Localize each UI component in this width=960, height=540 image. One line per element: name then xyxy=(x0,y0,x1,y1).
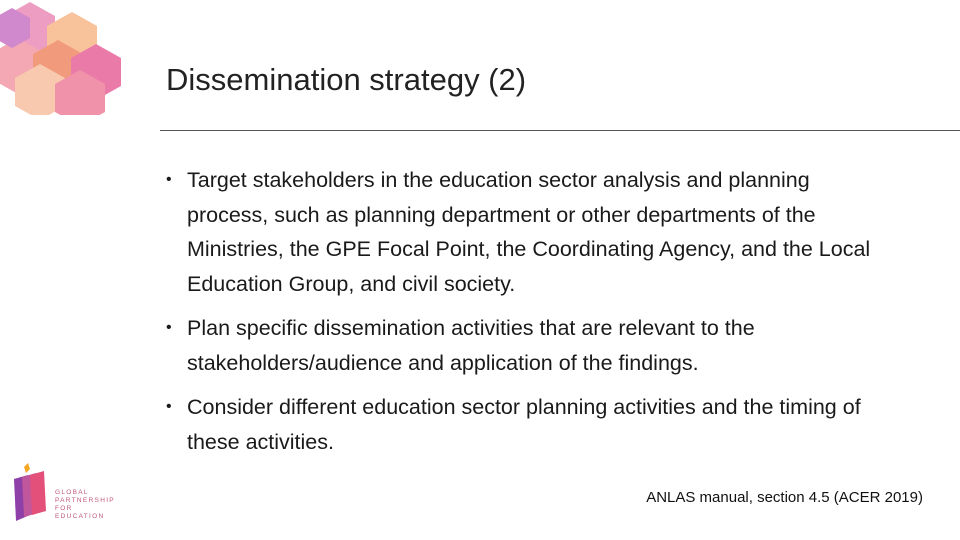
citation: ANLAS manual, section 4.5 (ACER 2019) xyxy=(646,489,923,506)
bullet-item xyxy=(166,390,886,459)
bullet-item xyxy=(166,311,886,380)
gpe-logo-icon xyxy=(10,463,52,523)
hexagon-cluster-icon xyxy=(0,0,130,115)
bullet-marker: • xyxy=(166,319,172,336)
bullet-text: Plan specific dissemination activities that are relevant to the stakeholders/audience and application of the findings. xyxy=(187,316,755,375)
bullet-list xyxy=(166,163,886,469)
gpe-logo-line: FOR EDUCATION xyxy=(55,505,105,520)
bullet-marker: • xyxy=(166,171,172,188)
slide-title: Dissemination strategy (2) xyxy=(166,62,527,97)
gpe-logo xyxy=(10,463,120,523)
bullet-item xyxy=(166,163,886,301)
gpe-logo-line: PARTNERSHIP xyxy=(55,497,115,504)
gpe-logo-text xyxy=(55,489,120,521)
bullet-text: Target stakeholders in the education sector analysis and planning process, such as planning department or other departments of the Ministries, the GPE Focal Point, the Coordinating Agency, and the Local Education Group, and civil society. xyxy=(187,168,871,296)
title-divider xyxy=(160,130,960,131)
gpe-logo-line: GLOBAL xyxy=(55,489,89,496)
bullet-marker: • xyxy=(166,398,172,415)
bullet-text: Consider different education sector planning activities and the timing of these activities. xyxy=(187,395,861,454)
